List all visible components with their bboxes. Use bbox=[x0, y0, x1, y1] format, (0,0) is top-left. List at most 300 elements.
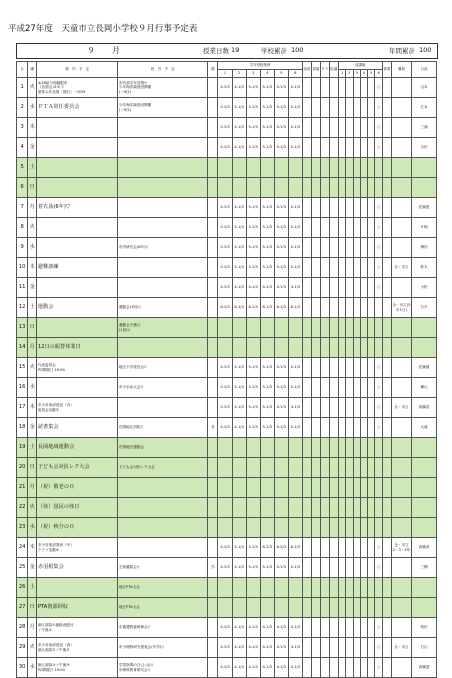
period-cell bbox=[246, 518, 260, 538]
period-cell bbox=[218, 318, 232, 338]
club-cell bbox=[320, 578, 329, 598]
after-school-cell bbox=[346, 158, 353, 178]
staff-note bbox=[391, 338, 411, 358]
period-cell: 5-1/3 bbox=[260, 358, 274, 378]
period-cell bbox=[260, 158, 274, 178]
duty-teacher: 佐藤惠 bbox=[412, 198, 437, 218]
table-row bbox=[17, 398, 437, 418]
period-cell: 4-1/3 bbox=[218, 538, 232, 558]
lunch-cell bbox=[302, 118, 311, 138]
duty-teacher bbox=[412, 438, 437, 458]
classroom-mark bbox=[375, 518, 382, 538]
period-num: 5 bbox=[274, 70, 288, 78]
after-school-cell bbox=[353, 358, 360, 378]
col-club: クラブ bbox=[320, 62, 329, 78]
after-school-cell bbox=[338, 498, 345, 518]
period-cell bbox=[274, 518, 288, 538]
lunch-cell bbox=[302, 258, 311, 278]
duty-teacher: 片桐 bbox=[412, 218, 437, 238]
rest-cell bbox=[382, 638, 391, 658]
period-cell bbox=[288, 318, 302, 338]
outside-events: 市内研究会(6年)▽ bbox=[118, 238, 208, 258]
period-cell: 5-1/3 bbox=[246, 358, 260, 378]
day-number: 14 bbox=[17, 338, 28, 358]
staff-note bbox=[391, 238, 411, 258]
duty-teacher: 梅田 bbox=[412, 238, 437, 258]
period-cell: 5-1/3 bbox=[246, 258, 260, 278]
cleaning-cell bbox=[311, 238, 320, 258]
after-school-cell bbox=[353, 238, 360, 258]
club-cell bbox=[320, 618, 329, 638]
after-school-cell bbox=[346, 658, 353, 678]
staff-note bbox=[391, 578, 411, 598]
rest-cell bbox=[382, 478, 391, 498]
weekday: 火 bbox=[28, 78, 37, 98]
period-cell: 5-1/3 bbox=[274, 258, 288, 278]
after-school-cell bbox=[338, 298, 345, 318]
after-school-cell bbox=[346, 418, 353, 438]
after-school-cell bbox=[360, 378, 367, 398]
period-cell: 5-1/3 bbox=[246, 78, 260, 98]
weekday: 土 bbox=[28, 578, 37, 598]
day-number: 10 bbox=[17, 258, 28, 278]
meeting-cell bbox=[329, 458, 338, 478]
after-school-cell bbox=[346, 578, 353, 598]
weekday: 水 bbox=[28, 238, 37, 258]
period-cell: 5-1/3 bbox=[274, 358, 288, 378]
staff-note bbox=[391, 158, 411, 178]
after-school-cell bbox=[338, 198, 345, 218]
classroom-mark bbox=[375, 438, 382, 458]
period-cell bbox=[232, 578, 246, 598]
period-cell: 5-1/3 bbox=[232, 238, 246, 258]
meeting-cell bbox=[329, 118, 338, 138]
staff-note bbox=[391, 358, 411, 378]
outside-events bbox=[118, 398, 208, 418]
period-cell bbox=[288, 498, 302, 518]
cleaning-cell bbox=[311, 78, 320, 98]
weekday: 火 bbox=[28, 498, 37, 518]
after-school-cell bbox=[338, 638, 345, 658]
day-number: 28 bbox=[17, 618, 28, 638]
outside-events bbox=[118, 338, 208, 358]
after-school-cell bbox=[346, 458, 353, 478]
after-school-cell bbox=[360, 118, 367, 138]
period-cell bbox=[246, 498, 260, 518]
weekday: 木 bbox=[28, 398, 37, 418]
category-mark bbox=[208, 278, 218, 298]
period-cell bbox=[246, 578, 260, 598]
period-cell: 4-1/3 bbox=[288, 398, 302, 418]
rest-cell bbox=[382, 358, 391, 378]
day-number: 11 bbox=[17, 278, 28, 298]
meeting-cell bbox=[329, 498, 338, 518]
school-events bbox=[37, 158, 118, 178]
period-cell bbox=[232, 518, 246, 538]
after-school-cell bbox=[338, 98, 345, 118]
table-row bbox=[17, 98, 437, 118]
rest-cell bbox=[382, 498, 391, 518]
classroom-mark: ○ bbox=[375, 378, 382, 398]
school-events bbox=[37, 238, 118, 258]
after-school-cell bbox=[338, 518, 345, 538]
after-school-cell bbox=[368, 118, 375, 138]
rest-cell bbox=[382, 138, 391, 158]
day-number: 27 bbox=[17, 598, 28, 618]
after-school-cell bbox=[360, 578, 367, 598]
table-row bbox=[17, 518, 437, 538]
weekday: 日 bbox=[28, 598, 37, 618]
after-school-cell bbox=[368, 458, 375, 478]
meeting-cell bbox=[329, 398, 338, 418]
school-events: 赤羽根集会 bbox=[37, 558, 118, 578]
after-school-cell bbox=[353, 538, 360, 558]
after-school-cell bbox=[346, 238, 353, 258]
lunch-cell bbox=[302, 298, 311, 318]
after-school-cell bbox=[353, 378, 360, 398]
classroom-mark: ○ bbox=[375, 658, 382, 678]
after-school-cell bbox=[360, 598, 367, 618]
table-row bbox=[17, 298, 437, 318]
col-outside: 校 外 予 定 bbox=[118, 62, 208, 78]
duty-teacher: 小松 bbox=[412, 278, 437, 298]
col-classroom: 放課後 bbox=[338, 62, 382, 70]
table-row bbox=[17, 578, 437, 598]
staff-note bbox=[391, 98, 411, 118]
meeting-cell bbox=[329, 278, 338, 298]
period-cell: 4-1/3 bbox=[218, 358, 232, 378]
period-cell: 5-1/3 bbox=[260, 238, 274, 258]
period-cell bbox=[218, 578, 232, 598]
meeting-cell bbox=[329, 418, 338, 438]
classroom-mark: ○ bbox=[375, 78, 382, 98]
after-school-cell bbox=[346, 318, 353, 338]
staff-note bbox=[391, 278, 411, 298]
after-school-cell bbox=[346, 98, 353, 118]
classroom-mark bbox=[375, 498, 382, 518]
lunch-cell bbox=[302, 138, 311, 158]
club-cell bbox=[320, 518, 329, 538]
school-events bbox=[37, 378, 118, 398]
outside-events bbox=[118, 118, 208, 138]
club-cell bbox=[320, 478, 329, 498]
after-school-cell bbox=[346, 218, 353, 238]
category-mark bbox=[208, 658, 218, 678]
period-cell: 4-1/3 bbox=[232, 278, 246, 298]
staff-note bbox=[391, 498, 411, 518]
after-school-cell bbox=[353, 78, 360, 98]
rest-cell bbox=[382, 238, 391, 258]
cleaning-cell bbox=[311, 378, 320, 398]
period-cell: 5-1/3 bbox=[260, 398, 274, 418]
col-events: 校 内 予 定 bbox=[37, 62, 118, 78]
after-school-cell bbox=[368, 578, 375, 598]
lunch-cell bbox=[302, 398, 311, 418]
after-school-cell bbox=[360, 558, 367, 578]
day-number: 15 bbox=[17, 358, 28, 378]
outside-events: 市養護教諭研修会▽ bbox=[118, 618, 208, 638]
period-cell bbox=[260, 338, 274, 358]
cleaning-cell bbox=[311, 98, 320, 118]
lunch-cell bbox=[302, 218, 311, 238]
lunch-cell bbox=[302, 358, 311, 378]
period-cell: 5-1/3 bbox=[232, 218, 246, 238]
table-row bbox=[17, 378, 437, 398]
period-cell: 5-1/3 bbox=[288, 218, 302, 238]
table-row bbox=[17, 418, 437, 438]
outside-events: 学習指導の日(上山)▽ 市理科教育研究会▽ bbox=[118, 658, 208, 678]
meeting-cell bbox=[329, 558, 338, 578]
after-school-cell bbox=[353, 618, 360, 638]
cleaning-cell bbox=[311, 138, 320, 158]
duty-teacher: 大滝 bbox=[412, 418, 437, 438]
club-cell bbox=[320, 598, 329, 618]
period-cell: 5-1/3 bbox=[218, 118, 232, 138]
table-row bbox=[17, 438, 437, 458]
table-row bbox=[17, 618, 437, 638]
period-cell bbox=[232, 178, 246, 198]
period-cell bbox=[218, 518, 232, 538]
club-cell bbox=[320, 198, 329, 218]
period-cell bbox=[260, 598, 274, 618]
cleaning-cell bbox=[311, 558, 320, 578]
duty-teacher bbox=[412, 598, 437, 618]
period-cell bbox=[246, 478, 260, 498]
period-cell: 4-1/3 bbox=[218, 198, 232, 218]
day-number: 18 bbox=[17, 418, 28, 438]
outside-events bbox=[118, 538, 208, 558]
after-school-cell bbox=[368, 518, 375, 538]
day-number: 5 bbox=[17, 158, 28, 178]
rest-cell bbox=[382, 558, 391, 578]
period-cell: 6-2/3 bbox=[260, 538, 274, 558]
school-events: 読書集会 bbox=[37, 418, 118, 438]
rest-cell bbox=[382, 518, 391, 538]
period-cell: 5-1/3 bbox=[232, 358, 246, 378]
school-days-value: 19 bbox=[231, 46, 240, 54]
period-cell: 5-1/3 bbox=[288, 258, 302, 278]
meeting-cell bbox=[329, 618, 338, 638]
document-title: 平成27年度 天童市立長岡小学校９月行事予定表 bbox=[8, 24, 198, 34]
period-cell bbox=[274, 338, 288, 358]
after-school-cell bbox=[360, 158, 367, 178]
school-events: 4/28給与明細配布 （各部会)②③ ▽ 夏休み作品展（期日）〜9/29 bbox=[37, 78, 118, 98]
col-dow: 曜 bbox=[28, 62, 37, 78]
outside-events bbox=[118, 138, 208, 158]
classroom-mark: ○ bbox=[375, 98, 382, 118]
lunch-cell bbox=[302, 98, 311, 118]
club-cell bbox=[320, 378, 329, 398]
period-cell: 5-1/3 bbox=[246, 218, 260, 238]
period-cell bbox=[246, 458, 260, 478]
after-school-cell bbox=[368, 378, 375, 398]
category-mark bbox=[208, 358, 218, 378]
school-events: 個人面談①連絡表配付 ＋午後① bbox=[37, 618, 118, 638]
after-school-cell bbox=[368, 638, 375, 658]
weekday: 土 bbox=[28, 298, 37, 318]
period-cell: 5-1/3 bbox=[288, 118, 302, 138]
staff-note: 全・市立 2・3・5年 bbox=[391, 538, 411, 558]
after-school-cell bbox=[360, 178, 367, 198]
staff-note: 全・市立 bbox=[391, 638, 411, 658]
school-events: 着衣泳(6年)▽ bbox=[37, 198, 118, 218]
meeting-cell bbox=[329, 78, 338, 98]
meeting-cell bbox=[329, 378, 338, 398]
period-cell bbox=[218, 498, 232, 518]
period-cell bbox=[218, 438, 232, 458]
after-school-cell bbox=[346, 558, 353, 578]
meeting-cell bbox=[329, 638, 338, 658]
category-mark bbox=[208, 618, 218, 638]
period-cell bbox=[260, 458, 274, 478]
period-cell: 6-2/3 bbox=[274, 538, 288, 558]
after-school-cell bbox=[338, 438, 345, 458]
lunch-cell bbox=[302, 518, 311, 538]
after-school-cell bbox=[360, 218, 367, 238]
period-cell bbox=[260, 438, 274, 458]
after-school-cell bbox=[338, 398, 345, 418]
period-cell: 6-1/3 bbox=[218, 298, 232, 318]
school-events: 個人面談③＋午後③ PC開催日 19:00 bbox=[37, 658, 118, 678]
weekday: 月 bbox=[28, 478, 37, 498]
table-row bbox=[17, 458, 437, 478]
classroom-mark: ○ bbox=[375, 218, 382, 238]
day-number: 1 bbox=[17, 78, 28, 98]
staff-note bbox=[391, 598, 411, 618]
category-mark: 音 bbox=[208, 418, 218, 438]
lunch-cell bbox=[302, 618, 311, 638]
cleaning-cell bbox=[311, 618, 320, 638]
after-school-cell bbox=[353, 118, 360, 138]
period-cell bbox=[260, 178, 274, 198]
after-school-cell bbox=[360, 478, 367, 498]
period-num: 3 bbox=[246, 70, 260, 78]
cleaning-cell bbox=[311, 158, 320, 178]
period-cell bbox=[246, 598, 260, 618]
period-cell: 6-1/3 bbox=[274, 298, 288, 318]
after-school-cell bbox=[368, 598, 375, 618]
school-events: 12日の振替休業日 bbox=[37, 338, 118, 358]
staff-note bbox=[391, 478, 411, 498]
staff-note bbox=[391, 518, 411, 538]
classroom-mark: ○ bbox=[375, 418, 382, 438]
after-school-cell bbox=[360, 418, 367, 438]
col-cleaning: 清掃 bbox=[311, 62, 320, 78]
after-school-cell bbox=[338, 458, 345, 478]
rest-cell bbox=[382, 178, 391, 198]
period-cell: 4-1/3 bbox=[218, 418, 232, 438]
period-cell bbox=[288, 578, 302, 598]
after-school-cell bbox=[338, 218, 345, 238]
period-cell: 4-1/3 bbox=[232, 418, 246, 438]
meeting-cell bbox=[329, 358, 338, 378]
day-number: 25 bbox=[17, 558, 28, 578]
outside-events: 市内高学年長岡小 少年海洋調査団開催 (～9/2) bbox=[118, 78, 208, 98]
classroom-mark: ○ bbox=[375, 278, 382, 298]
school-events: （祝）敬老の日 bbox=[37, 478, 118, 498]
period-cell bbox=[288, 338, 302, 358]
day-number: 6 bbox=[17, 178, 28, 198]
weekday: 火 bbox=[28, 638, 37, 658]
category-mark bbox=[208, 398, 218, 418]
cleaning-cell bbox=[311, 258, 320, 278]
period-cell bbox=[232, 458, 246, 478]
outside-events: 地区小学校長会▽ bbox=[118, 358, 208, 378]
after-school-cell bbox=[346, 198, 353, 218]
meeting-cell bbox=[329, 158, 338, 178]
period-cell: 4-1/3 bbox=[232, 78, 246, 98]
period-cell: 5-1/3 bbox=[218, 98, 232, 118]
club-cell bbox=[320, 558, 329, 578]
school-events bbox=[37, 138, 118, 158]
school-events: 市小音楽部発表（中） クラブ活動④ bbox=[37, 538, 118, 558]
classroom-mark: ○ bbox=[375, 258, 382, 278]
school-events bbox=[37, 278, 118, 298]
period-cell: 5-1/3 bbox=[218, 238, 232, 258]
club-cell bbox=[320, 458, 329, 478]
club-cell bbox=[320, 258, 329, 278]
after-school-cell bbox=[346, 538, 353, 558]
after-school-cell bbox=[368, 658, 375, 678]
after-school-cell bbox=[353, 458, 360, 478]
duty-teacher bbox=[412, 178, 437, 198]
after-school-cell bbox=[338, 138, 345, 158]
period-cell bbox=[274, 458, 288, 478]
school-events: 避難訓練 bbox=[37, 258, 118, 278]
cleaning-cell bbox=[311, 578, 320, 598]
day-number: 12 bbox=[17, 298, 28, 318]
period-cell: 5-1/3 bbox=[232, 538, 246, 558]
period-cell: 5-1/3 bbox=[232, 378, 246, 398]
day-number: 26 bbox=[17, 578, 28, 598]
category-mark bbox=[208, 498, 218, 518]
club-cell bbox=[320, 118, 329, 138]
period-cell: 4-1/3 bbox=[288, 618, 302, 638]
after-school-cell bbox=[353, 258, 360, 278]
after-school-cell bbox=[346, 598, 353, 618]
after-school-cell bbox=[353, 638, 360, 658]
rest-cell bbox=[382, 398, 391, 418]
meeting-cell bbox=[329, 578, 338, 598]
category-mark bbox=[208, 338, 218, 358]
period-cell: 5-1/3 bbox=[288, 138, 302, 158]
category-mark bbox=[208, 198, 218, 218]
month-number: ９ bbox=[87, 46, 95, 55]
classroom-mark bbox=[375, 298, 382, 318]
lunch-cell bbox=[302, 78, 311, 98]
weekday: 土 bbox=[28, 158, 37, 178]
school-events: 長岡地域運動会 bbox=[37, 438, 118, 458]
period-cell bbox=[260, 518, 274, 538]
period-cell bbox=[260, 318, 274, 338]
after-school-cell bbox=[338, 318, 345, 338]
school-events: ＰＴＡ常任委員会 bbox=[37, 98, 118, 118]
cleaning-cell bbox=[311, 338, 320, 358]
weekday: 木 bbox=[28, 538, 37, 558]
weekday: 日 bbox=[28, 178, 37, 198]
weekday: 木 bbox=[28, 258, 37, 278]
after-school-cell bbox=[338, 358, 345, 378]
club-cell bbox=[320, 498, 329, 518]
col-rest: 休業 bbox=[382, 62, 391, 78]
after-school-cell bbox=[368, 178, 375, 198]
table-row bbox=[17, 478, 437, 498]
club-cell bbox=[320, 538, 329, 558]
table-row bbox=[17, 278, 437, 298]
staff-note: 全・市立(5年1日) bbox=[391, 298, 411, 318]
period-cell bbox=[274, 318, 288, 338]
after-school-cell bbox=[338, 578, 345, 598]
